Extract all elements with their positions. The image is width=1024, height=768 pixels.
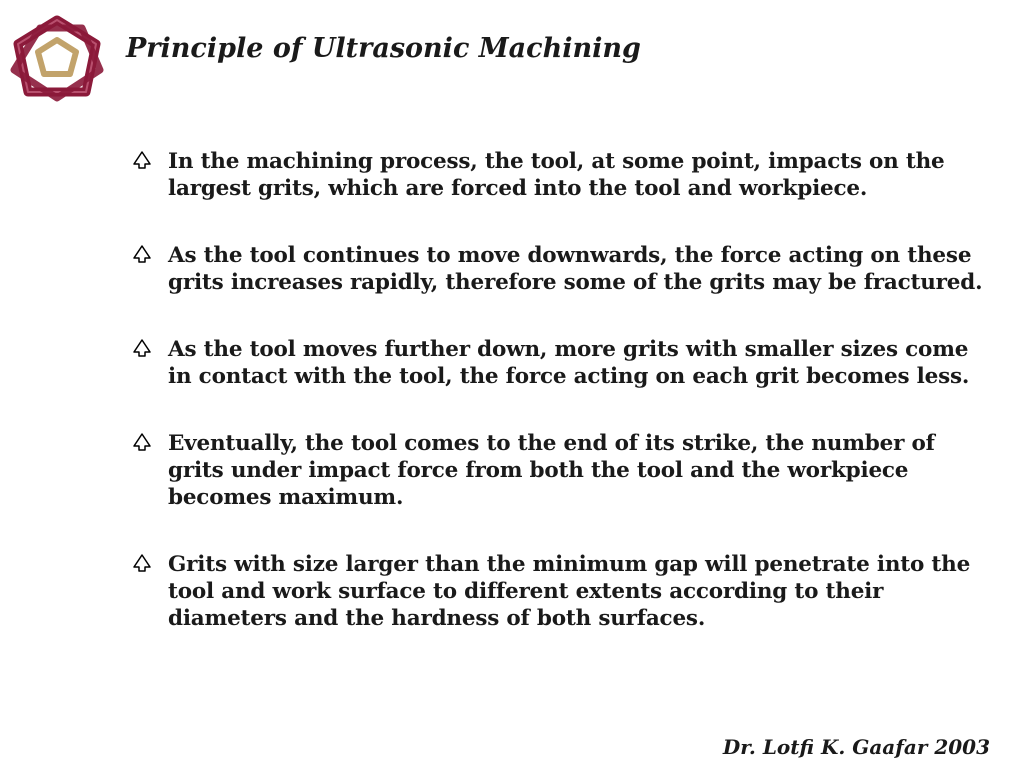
list-item <box>132 242 992 296</box>
bullet-text: As the tool continues to move downwards, the force acting on these grits increases rapidly, therefore some of the grits may be fractured. <box>168 243 983 295</box>
list-item <box>132 148 992 202</box>
bullet-text: In the machining process, the tool, at some point, impacts on the largest grits, which are forced into the tool and workpiece. <box>168 149 945 201</box>
bullet-list <box>132 148 992 672</box>
star-knot-logo-icon <box>10 14 104 102</box>
footer-credit: Dr. Lotfi K. Gaafar 2003 <box>722 735 990 759</box>
hollow-arrow-up-icon <box>132 244 168 264</box>
bullet-text: Eventually, the tool comes to the end of its strike, the number of grits under impact force from both the tool and the workpiece becomes maximum. <box>168 431 935 510</box>
bullet-text: Grits with size larger than the minimum gap will penetrate into the tool and work surface to different extents according to their diameters and the hardness of both surfaces. <box>168 552 971 631</box>
hollow-arrow-up-icon <box>132 432 168 452</box>
list-item <box>132 430 992 511</box>
slide-title: Principle of Ultrasonic Machining <box>126 33 641 64</box>
hollow-arrow-up-icon <box>132 150 168 170</box>
list-item <box>132 336 992 390</box>
hollow-arrow-up-icon <box>132 338 168 358</box>
bullet-text: As the tool moves further down, more grits with smaller sizes come in contact with the tool, the force acting on each grit becomes less. <box>168 337 970 389</box>
hollow-arrow-up-icon <box>132 553 168 573</box>
list-item <box>132 551 992 632</box>
